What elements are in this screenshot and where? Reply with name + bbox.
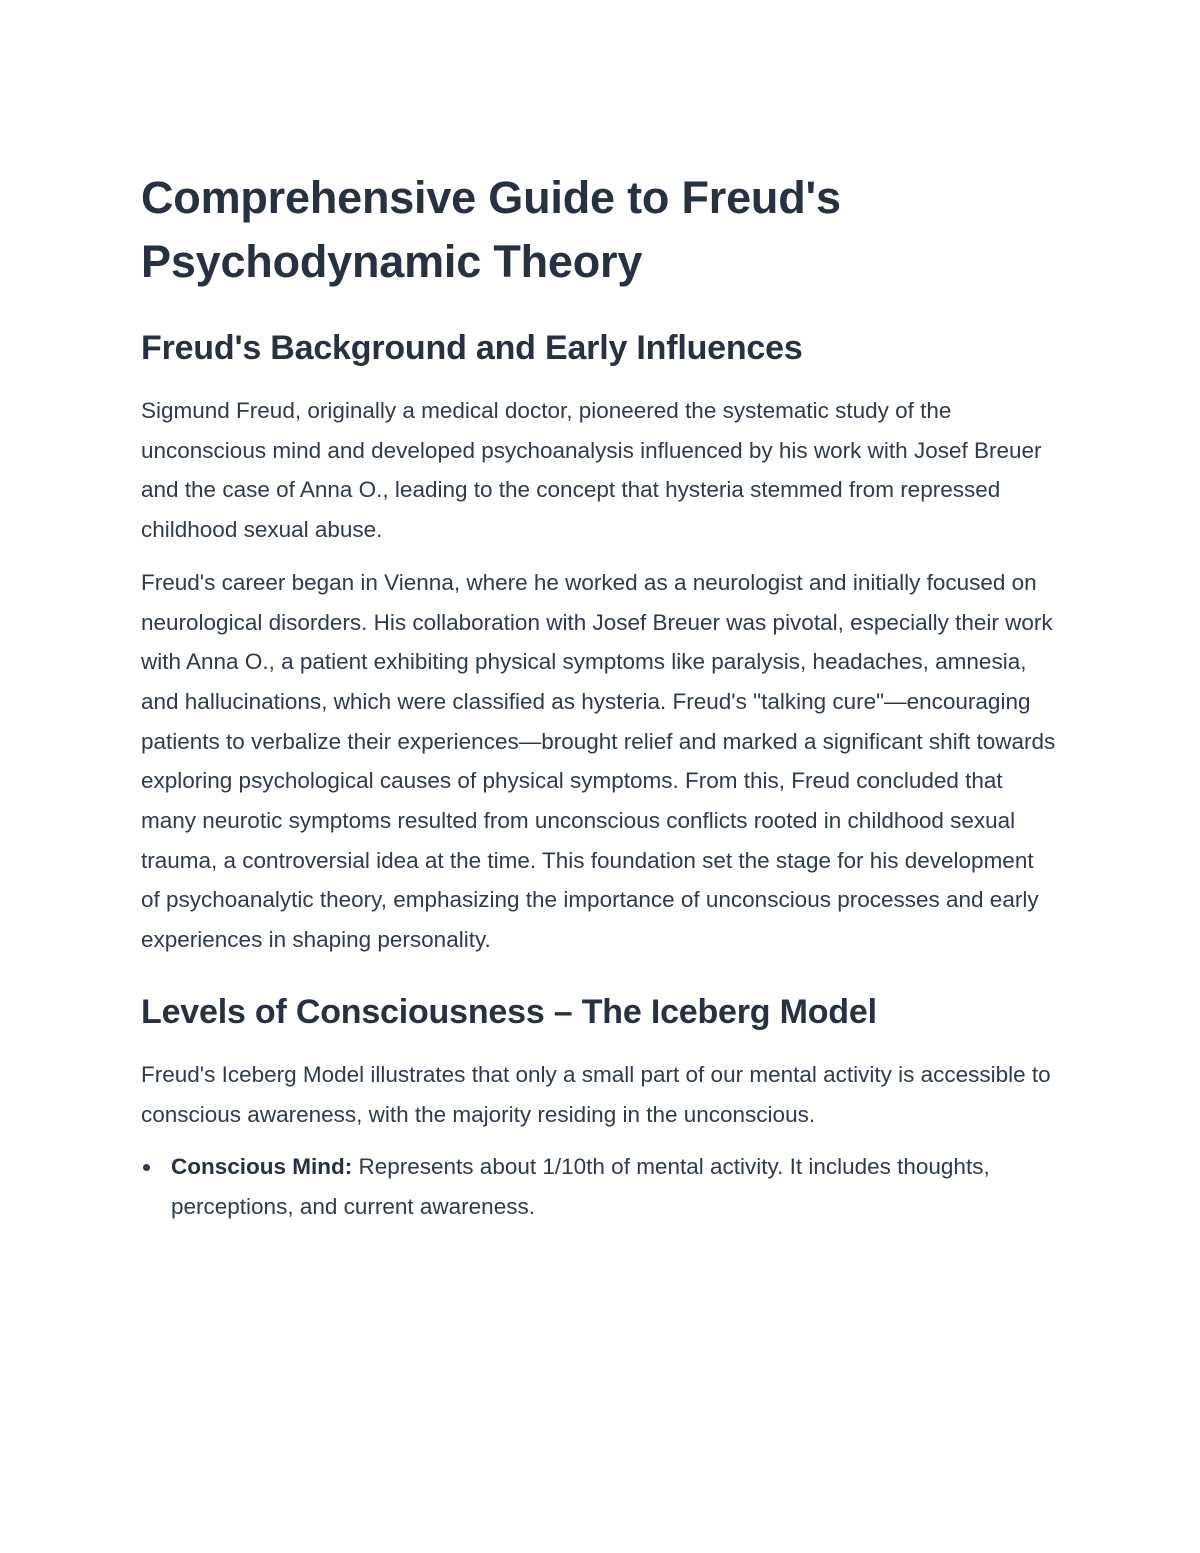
document-title: Comprehensive Guide to Freud's Psychodynamic Theory: [141, 172, 841, 287]
section-heading-background: Freud's Background and Early Influences: [141, 329, 803, 367]
paragraph-background-summary: Sigmund Freud, originally a medical doctor, pioneered the systematic study of the unconscious mind and developed psychoanalysis influenced by his work with Josef Breuer and the case of Anna O., leading to the concept that hysteria stemmed from repressed childhood sexual abuse.: [141, 398, 1042, 543]
section-heading-iceberg: Levels of Consciousness – The Iceberg Model: [141, 992, 877, 1031]
list-item: [141, 1147, 1056, 1226]
list-item-term: Conscious Mind:: [171, 1154, 353, 1180]
paragraph-iceberg-intro: Freud's Iceberg Model illustrates that only a small part of our mental activity is accessible to conscious awareness, with the majority residing in the unconscious.: [141, 1061, 1051, 1127]
consciousness-levels-list: [141, 1147, 1056, 1226]
paragraph-background-detail: Freud's career began in Vienna, where he worked as a neurologist and initially focused on neurological disorders. His collaboration with Josef Breuer was pivotal, especially their work with Anna O., a patient exhibiting physical symptoms like paralysis, headaches, amnesia, and hallucinations, which were classified as hysteria. Freud's "talking cure"—encouraging patients to verbalize their experiences—brought relief and marked a significant shift towards exploring psychological causes of physical symptoms. From this, Freud concluded that many neurotic symptoms resulted from unconscious conflicts rooted in childhood sexual trauma, a controversial idea at the time. This foundation set the stage for his development of psychoanalytic theory, emphasizing the importance of unconscious processes and early experiences in shaping personality.: [141, 569, 1056, 953]
list-item-text: Represents about 1/10th of mental activity. It includes thoughts, perceptions, and current awareness.: [171, 1154, 990, 1219]
document-page: [141, 166, 1056, 1227]
bullet-icon: [143, 1164, 150, 1171]
